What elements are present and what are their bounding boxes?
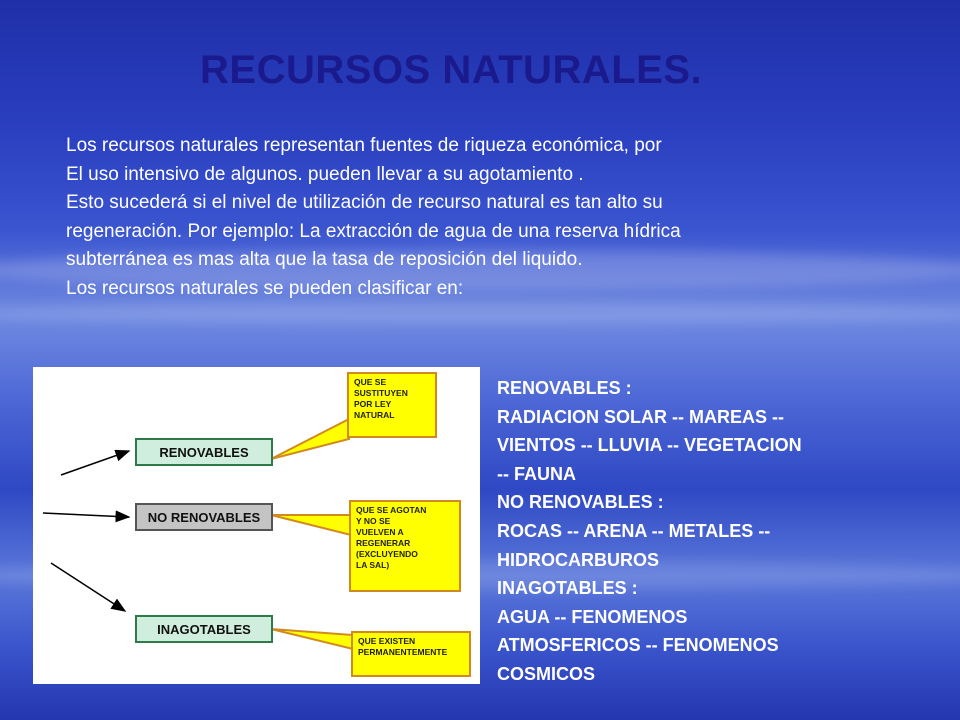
list-line: RADIACION SOLAR -- MAREAS -- — [497, 406, 784, 427]
callout-pointer-1 — [271, 419, 349, 459]
intro-line: subterránea es mas alta que la tasa de reposición del liquido. — [66, 249, 583, 270]
list-line: RENOVABLES : — [497, 378, 632, 398]
box-no-renovables: NO RENOVABLES — [135, 503, 273, 531]
intro-line: Los recursos naturales se pueden clasificar en: — [66, 277, 464, 299]
box-inagotables: INAGOTABLES — [135, 615, 273, 643]
classification-diagram — [33, 367, 480, 684]
list-line: INAGOTABLES : — [497, 578, 638, 599]
intro-line: regeneración. Por ejemplo: La extracción de agua de una reserva hídrica — [66, 220, 681, 242]
list-line: AGUA -- FENOMENOS — [497, 606, 688, 627]
list-line: NO RENOVABLES : — [497, 492, 664, 513]
arrow-to-inagotables — [51, 563, 125, 611]
list-line: -- FAUNA — [497, 463, 576, 484]
arrow-to-renovables — [61, 451, 129, 475]
arrow-to-no-renovables — [43, 513, 129, 517]
callout-pointer-2 — [271, 515, 351, 535]
classification-list — [497, 374, 947, 689]
intro-line: Esto sucederá si el nivel de utilización de recurso natural es tan alto su — [66, 192, 663, 213]
callout-renovables: QUE SE SUSTITUYEN POR LEY NATURAL — [347, 372, 437, 438]
list-line: VIENTOS -- LLUVIA -- VEGETACION — [497, 435, 802, 456]
slide-title: RECURSOS NATURALES. — [200, 48, 703, 92]
callout-inagotables: QUE EXISTEN PERMANENTEMENTE — [351, 631, 471, 677]
list-line: ROCAS -- ARENA -- METALES -- — [497, 520, 771, 541]
callout-no-renovables: QUE SE AGOTAN Y NO SE VUELVEN A REGENERAR (EXCLUYENDO LA SAL) — [349, 500, 461, 592]
intro-paragraph — [66, 132, 926, 303]
list-line: HIDROCARBUROS — [497, 549, 659, 570]
background-streak — [0, 300, 960, 324]
intro-line: El uso intensivo de algunos. pueden llevar a su agotamiento . — [66, 163, 584, 185]
box-renovables: RENOVABLES — [135, 438, 273, 466]
intro-line: Los recursos naturales representan fuentes de riqueza económica, por — [66, 135, 662, 156]
callout-pointer-3 — [271, 629, 353, 649]
list-line: ATMOSFERICOS -- FENOMENOS — [497, 635, 779, 656]
list-line: COSMICOS — [497, 663, 596, 684]
